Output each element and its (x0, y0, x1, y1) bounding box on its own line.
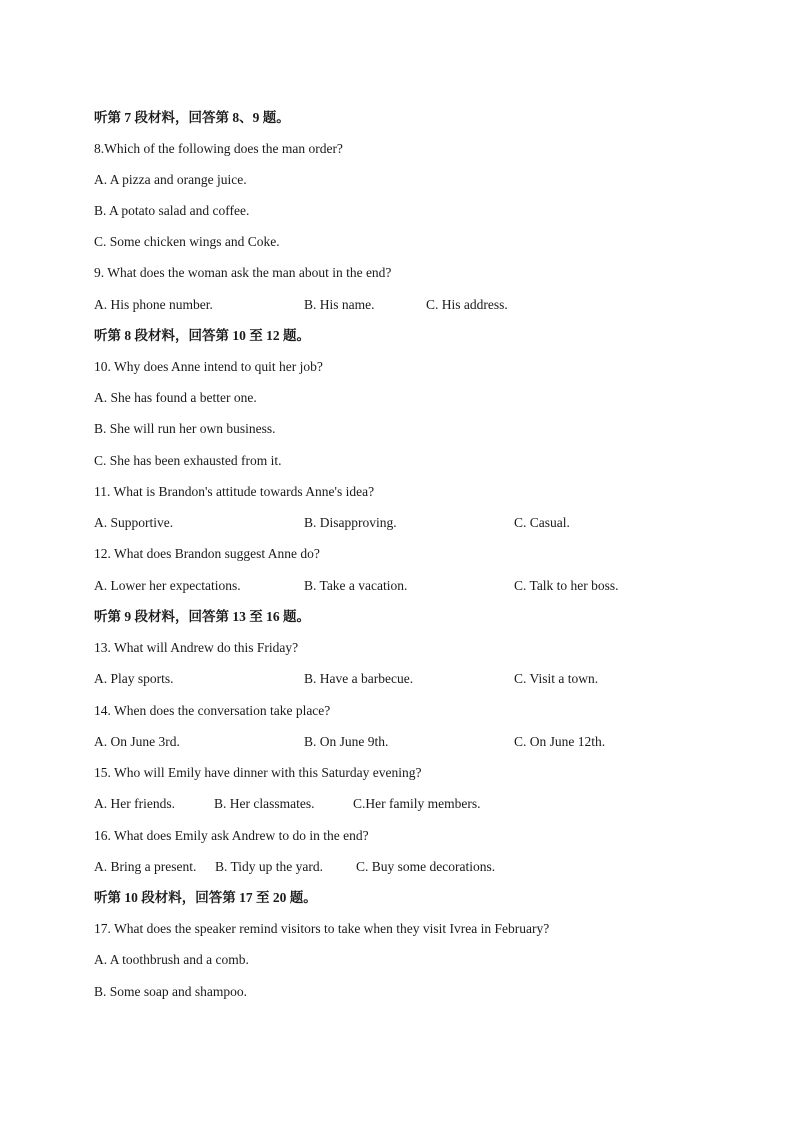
answer-option: A. A toothbrush and a comb. (94, 952, 249, 967)
answer-option: B. She will run her own business. (94, 421, 276, 436)
answer-option: C.Her family members. (353, 796, 481, 811)
question-stem: 12. What does Brandon suggest Anne do? (94, 546, 320, 561)
answer-option: A. Bring a present. (94, 859, 197, 874)
question-stem: 15. Who will Emily have dinner with this Saturday evening? (94, 765, 422, 780)
answer-option: C. Buy some decorations. (356, 859, 496, 874)
section-heading: 听第 7 段材料，回答第 8、9 题。 (94, 110, 290, 125)
answer-option: C. Casual. (514, 515, 570, 530)
answer-option: B. Take a vacation. (304, 578, 408, 593)
answer-option: B. A potato salad and coffee. (94, 203, 250, 218)
answer-option: C. On June 12th. (514, 734, 606, 749)
question-stem: 16. What does Emily ask Andrew to do in the end? (94, 828, 369, 843)
question-stem: 13. What will Andrew do this Friday? (94, 640, 299, 655)
question-stem: 9. What does the woman ask the man about in the end? (94, 265, 392, 280)
answer-option: B. Tidy up the yard. (215, 859, 324, 874)
answer-option: C. Visit a town. (514, 671, 599, 686)
question-stem: 17. What does the speaker remind visitors to take when they visit Ivrea in February? (94, 921, 550, 936)
question-stem: 14. When does the conversation take place? (94, 703, 331, 718)
answer-option: A. Lower her expectations. (94, 578, 241, 593)
answer-option: B. On June 9th. (304, 734, 389, 749)
answer-option: C. His address. (426, 297, 508, 312)
answer-option: B. His name. (304, 297, 375, 312)
answer-option: A. Her friends. (94, 796, 175, 811)
answer-option: B. Have a barbecue. (304, 671, 414, 686)
answer-option: C. She has been exhausted from it. (94, 453, 282, 468)
answer-option: B. Some soap and shampoo. (94, 984, 247, 999)
question-stem: 11. What is Brandon's attitude towards Anne's idea? (94, 484, 375, 499)
answer-option: A. A pizza and orange juice. (94, 172, 247, 187)
question-stem: 8.Which of the following does the man order? (94, 141, 343, 156)
answer-option: B. Her classmates. (214, 796, 315, 811)
question-stem: 10. Why does Anne intend to quit her job? (94, 359, 323, 374)
answer-option: A. His phone number. (94, 297, 213, 312)
answer-option: A. Play sports. (94, 671, 174, 686)
section-heading: 听第 9 段材料，回答第 13 至 16 题。 (94, 609, 310, 624)
section-heading: 听第 10 段材料，回答第 17 至 20 题。 (94, 890, 317, 905)
answer-option: B. Disapproving. (304, 515, 397, 530)
answer-option: C. Some chicken wings and Coke. (94, 234, 280, 249)
answer-option: A. Supportive. (94, 515, 174, 530)
answer-option: A. On June 3rd. (94, 734, 180, 749)
section-heading: 听第 8 段材料，回答第 10 至 12 题。 (94, 328, 310, 343)
answer-option: C. Talk to her boss. (514, 578, 619, 593)
answer-option: A. She has found a better one. (94, 390, 257, 405)
